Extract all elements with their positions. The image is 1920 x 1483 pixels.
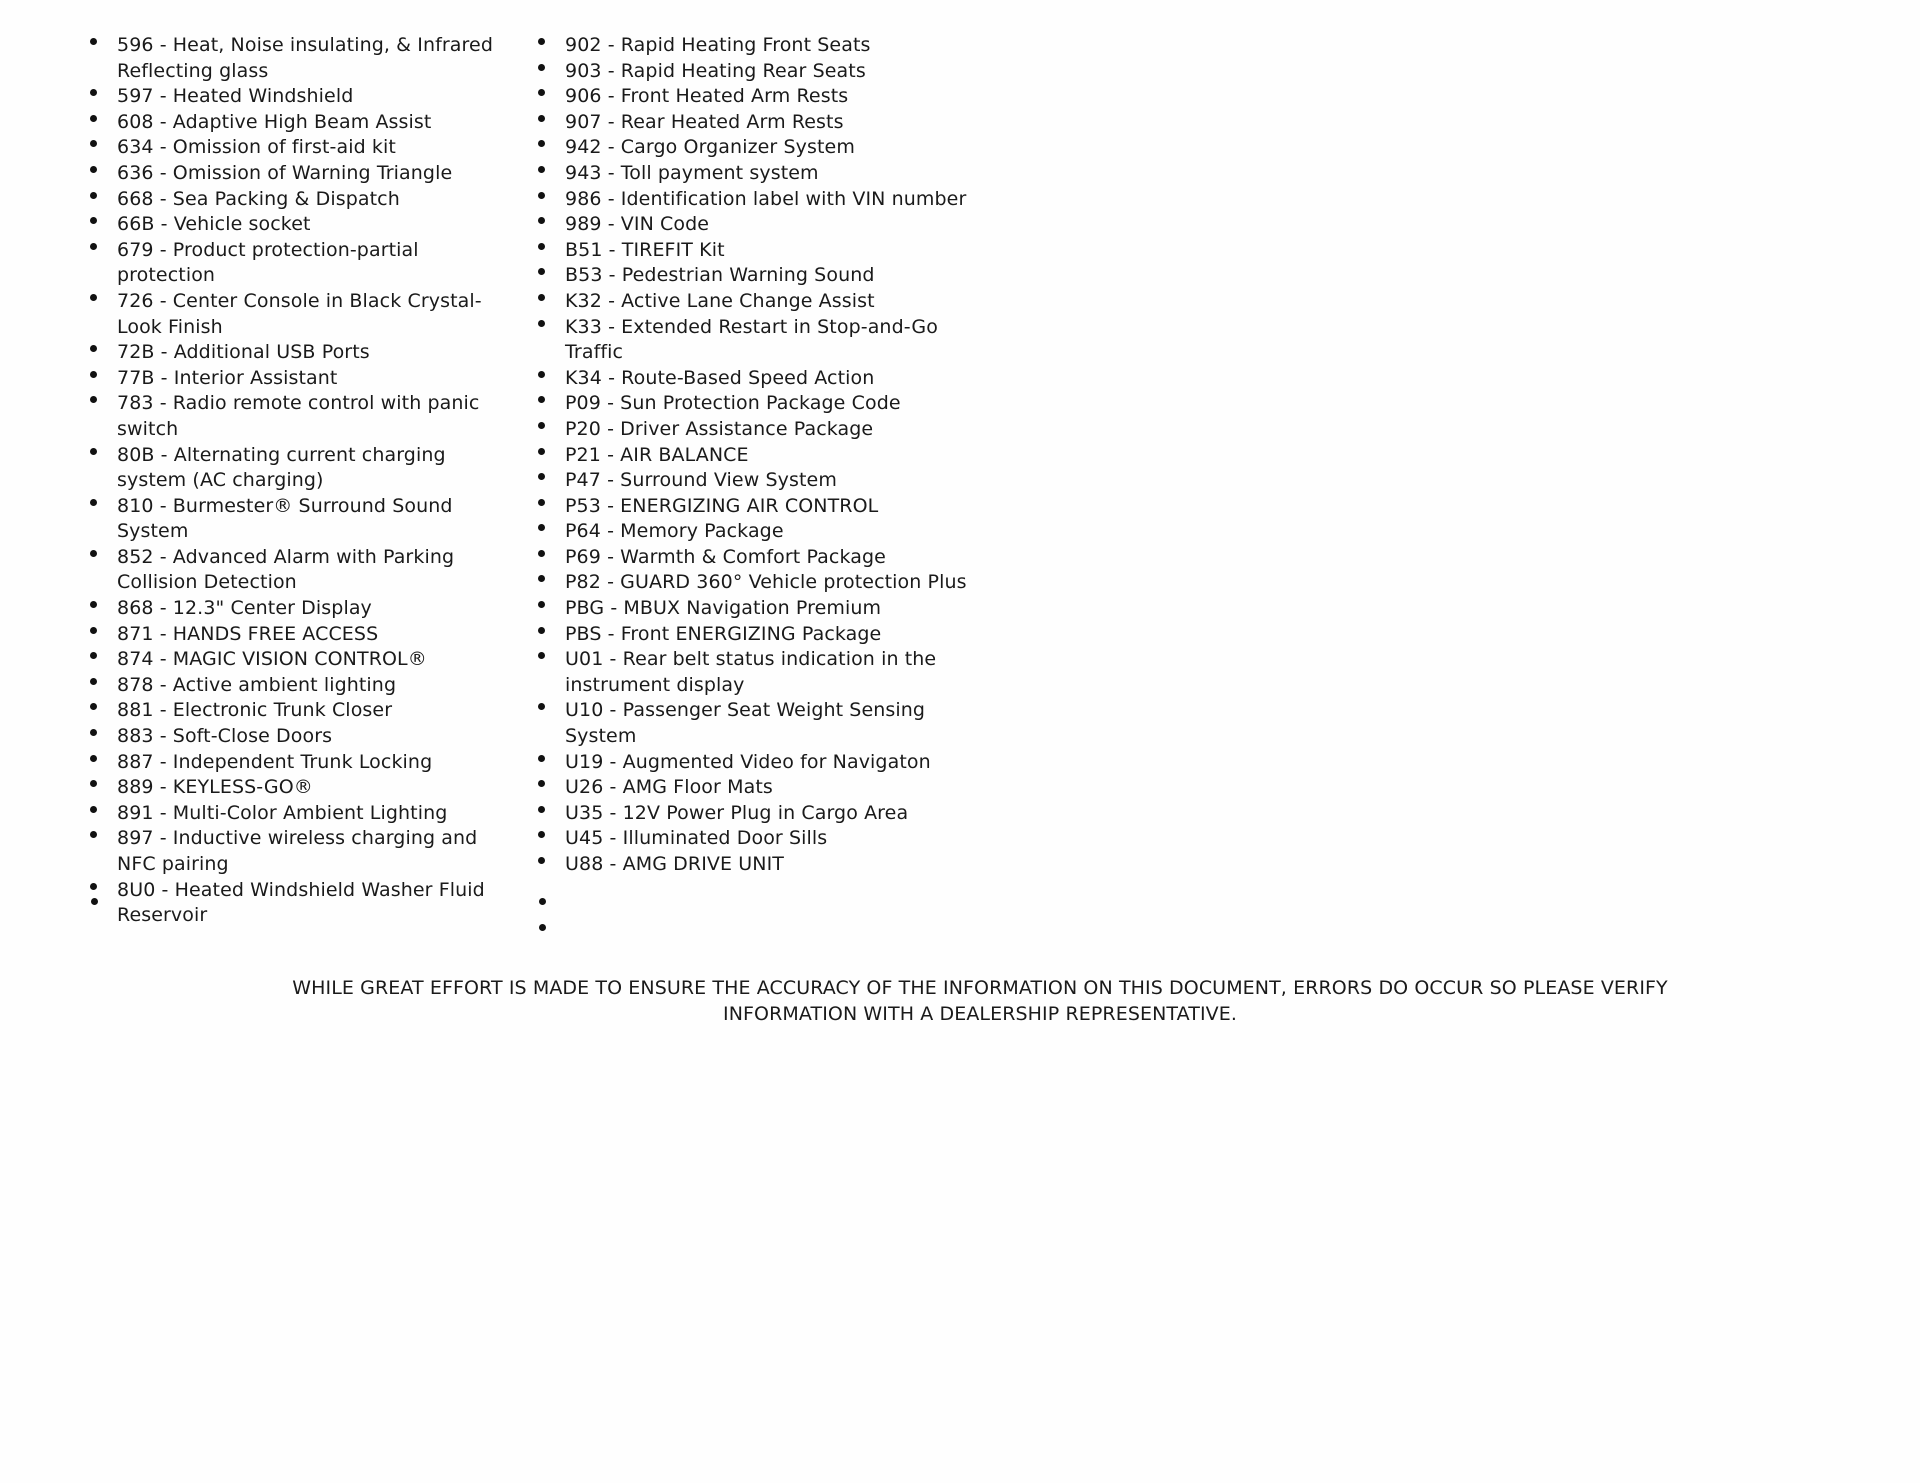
bullet-icon	[90, 140, 97, 147]
option-label: U26 - AMG Floor Mats	[565, 776, 773, 799]
option-label: 903 - Rapid Heating Rear Seats	[565, 59, 866, 82]
bullet-icon	[90, 243, 97, 250]
bullet-icon	[538, 806, 545, 813]
bullet-icon	[538, 575, 545, 582]
bullet-icon	[538, 243, 545, 250]
disclaimer-text: WHILE GREAT EFFORT IS MADE TO ENSURE THE ACCURACY OF THE INFORMATION ON THIS DOCUMENT, ERRORS DO OCCUR SO PLEASE VERIFY INFORMATION WITH A DEALERSHIP REPRESENTATIVE.	[292, 977, 1668, 1025]
bullet-icon	[538, 422, 545, 429]
option-item	[117, 878, 517, 929]
option-label: U10 - Passenger Seat Weight Sensing System	[565, 699, 926, 748]
option-item	[565, 596, 985, 622]
option-item	[117, 724, 517, 750]
option-item	[117, 673, 517, 699]
option-label: P47 - Surround View System	[565, 469, 837, 492]
option-item	[117, 289, 517, 340]
option-label: 887 - Independent Trunk Locking	[117, 750, 433, 773]
option-item	[565, 84, 985, 110]
bullet-icon	[90, 345, 97, 352]
option-item	[565, 494, 985, 520]
bullet-icon	[538, 320, 545, 327]
option-item	[565, 545, 985, 571]
right-trailing-bullet-2	[539, 924, 546, 931]
option-item	[565, 468, 985, 494]
option-label: U19 - Augmented Video for Navigaton	[565, 750, 931, 773]
option-item	[565, 826, 985, 852]
bullet-icon	[90, 652, 97, 659]
option-label: P20 - Driver Assistance Package	[565, 417, 874, 440]
option-item	[565, 801, 985, 827]
bullet-icon	[538, 755, 545, 762]
disclaimer	[0, 976, 1920, 1027]
option-item	[565, 187, 985, 213]
option-item	[117, 647, 517, 673]
option-label: PBS - Front ENERGIZING Package	[565, 622, 882, 645]
bullet-icon	[538, 115, 545, 122]
option-label: 943 - Toll payment system	[565, 161, 819, 184]
option-label: 874 - MAGIC VISION CONTROL®	[117, 648, 427, 671]
bullet-icon	[538, 396, 545, 403]
option-label: 596 - Heat, Noise insulating, & Infrared Reflecting glass	[117, 34, 493, 82]
bullet-icon	[538, 703, 545, 710]
option-item	[117, 775, 517, 801]
bullet-icon	[90, 115, 97, 122]
bullet-icon	[538, 294, 545, 301]
option-label: 989 - VIN Code	[565, 213, 710, 236]
bullet-icon	[538, 64, 545, 71]
bullet-icon	[90, 89, 97, 96]
option-item	[117, 187, 517, 213]
bullet-icon	[538, 166, 545, 173]
bullet-icon	[538, 448, 545, 455]
left-trailing-bullet	[91, 898, 98, 905]
bullet-icon	[90, 601, 97, 608]
option-label: K32 - Active Lane Change Assist	[565, 289, 875, 312]
left-options-list	[117, 33, 517, 929]
option-item	[565, 775, 985, 801]
bullet-icon	[90, 550, 97, 557]
bullet-icon	[538, 524, 545, 531]
option-item	[565, 519, 985, 545]
bullet-icon	[90, 678, 97, 685]
option-item	[117, 366, 517, 392]
option-label: P82 - GUARD 360° Vehicle protection Plus	[565, 571, 967, 594]
option-label: 668 - Sea Packing & Dispatch	[117, 187, 400, 210]
option-label: U35 - 12V Power Plug in Cargo Area	[565, 801, 909, 824]
option-label: 783 - Radio remote control with panic switch	[117, 392, 480, 440]
option-label: 8U0 - Heated Windshield Washer Fluid Reservoir	[117, 878, 485, 927]
bullet-icon	[538, 140, 545, 147]
right-options-list	[565, 33, 985, 878]
option-item	[117, 545, 517, 596]
option-item	[117, 443, 517, 494]
option-item	[565, 443, 985, 469]
option-label: U45 - Illuminated Door Sills	[565, 827, 828, 850]
option-label: 906 - Front Heated Arm Rests	[565, 85, 849, 108]
option-label: 66B - Vehicle socket	[117, 213, 311, 236]
option-label: U01 - Rear belt status indication in the instrument display	[565, 648, 937, 696]
option-item	[565, 212, 985, 238]
bullet-icon	[538, 499, 545, 506]
option-item	[565, 315, 985, 366]
bullet-icon	[538, 831, 545, 838]
option-label: 597 - Heated Windshield	[117, 85, 354, 108]
option-label: P64 - Memory Package	[565, 520, 784, 543]
option-label: K33 - Extended Restart in Stop-and-Go Traffic	[565, 315, 938, 364]
option-label: 868 - 12.3" Center Display	[117, 597, 372, 620]
bullet-icon	[538, 89, 545, 96]
bullet-icon	[538, 371, 545, 378]
bullet-icon	[90, 883, 97, 890]
option-label: P69 - Warmth & Comfort Package	[565, 545, 886, 568]
option-label: 810 - Burmester® Surround Sound System	[117, 494, 453, 543]
option-label: P53 - ENERGIZING AIR CONTROL	[565, 494, 879, 517]
option-label: 634 - Omission of first-aid kit	[117, 136, 396, 159]
option-label: 878 - Active ambient lighting	[117, 673, 397, 696]
option-label: 608 - Adaptive High Beam Assist	[117, 110, 432, 133]
option-label: 891 - Multi-Color Ambient Lighting	[117, 801, 448, 824]
option-label: 80B - Alternating current charging system (AC charging)	[117, 443, 446, 492]
option-item	[565, 59, 985, 85]
option-label: K34 - Route-Based Speed Action	[565, 366, 875, 389]
right-trailing-bullet-1	[539, 898, 546, 905]
bullet-icon	[538, 38, 545, 45]
option-label: P09 - Sun Protection Package Code	[565, 392, 901, 415]
option-label: B51 - TIREFIT Kit	[565, 238, 725, 261]
bullet-icon	[90, 294, 97, 301]
bullet-icon	[538, 550, 545, 557]
bullet-icon	[90, 396, 97, 403]
bullet-icon	[90, 729, 97, 736]
bullet-icon	[538, 652, 545, 659]
option-label: U88 - AMG DRIVE UNIT	[565, 853, 784, 875]
bullet-icon	[538, 268, 545, 275]
option-label: 679 - Product protection-partial protection	[117, 238, 419, 287]
option-item	[565, 570, 985, 596]
option-label: 889 - KEYLESS-GO®	[117, 776, 313, 799]
option-item	[117, 494, 517, 545]
bullet-icon	[90, 703, 97, 710]
option-item	[117, 340, 517, 366]
option-item	[565, 238, 985, 264]
option-label: 636 - Omission of Warning Triangle	[117, 161, 453, 184]
bullet-icon	[538, 192, 545, 199]
option-item	[565, 622, 985, 648]
option-item	[117, 801, 517, 827]
option-label: 852 - Advanced Alarm with Parking Collision Detection	[117, 545, 455, 594]
option-label: 72B - Additional USB Ports	[117, 341, 370, 364]
option-item	[117, 826, 517, 877]
option-item	[565, 698, 985, 749]
bullet-icon	[90, 831, 97, 838]
option-label: 942 - Cargo Organizer System	[565, 136, 855, 159]
bullet-icon	[90, 499, 97, 506]
option-label: 77B - Interior Assistant	[117, 366, 338, 389]
option-label: 986 - Identification label with VIN number	[565, 187, 967, 210]
bullet-icon	[538, 217, 545, 224]
option-label: 871 - HANDS FREE ACCESS	[117, 622, 379, 645]
option-item	[565, 33, 985, 59]
option-item	[117, 110, 517, 136]
bullet-icon	[90, 217, 97, 224]
option-item	[117, 698, 517, 724]
option-item	[565, 391, 985, 417]
option-label: 902 - Rapid Heating Front Seats	[565, 34, 871, 56]
option-item	[565, 366, 985, 392]
bullet-icon	[538, 627, 545, 634]
bullet-icon	[90, 371, 97, 378]
option-label: 883 - Soft-Close Doors	[117, 725, 333, 748]
option-item	[565, 417, 985, 443]
option-label: P21 - AIR BALANCE	[565, 443, 749, 466]
bullet-icon	[90, 755, 97, 762]
bullet-icon	[90, 627, 97, 634]
bullet-icon	[538, 780, 545, 787]
option-item	[565, 289, 985, 315]
bullet-icon	[90, 166, 97, 173]
bullet-icon	[538, 473, 545, 480]
option-item	[565, 263, 985, 289]
option-item	[117, 622, 517, 648]
option-item	[117, 84, 517, 110]
bullet-icon	[90, 38, 97, 45]
bullet-icon	[90, 192, 97, 199]
bullet-icon	[90, 448, 97, 455]
option-item	[565, 161, 985, 187]
option-label: B53 - Pedestrian Warning Sound	[565, 264, 875, 287]
option-item	[117, 135, 517, 161]
option-label: 726 - Center Console in Black Crystal-Look Finish	[117, 289, 482, 338]
option-item	[565, 750, 985, 776]
option-item	[117, 750, 517, 776]
option-item	[565, 852, 985, 878]
option-label: 897 - Inductive wireless charging and NFC pairing	[117, 827, 478, 875]
option-item	[117, 212, 517, 238]
bullet-icon	[90, 780, 97, 787]
option-item	[565, 647, 985, 698]
option-label: PBG - MBUX Navigation Premium	[565, 597, 882, 620]
option-item	[117, 238, 517, 289]
option-item	[565, 110, 985, 136]
option-item	[117, 33, 517, 84]
option-label: 881 - Electronic Trunk Closer	[117, 699, 393, 722]
option-label: 907 - Rear Heated Arm Rests	[565, 110, 844, 133]
bullet-icon	[538, 857, 545, 864]
option-item	[117, 596, 517, 622]
bullet-icon	[90, 806, 97, 813]
option-item	[565, 135, 985, 161]
bullet-icon	[538, 601, 545, 608]
option-item	[117, 161, 517, 187]
option-item	[117, 391, 517, 442]
